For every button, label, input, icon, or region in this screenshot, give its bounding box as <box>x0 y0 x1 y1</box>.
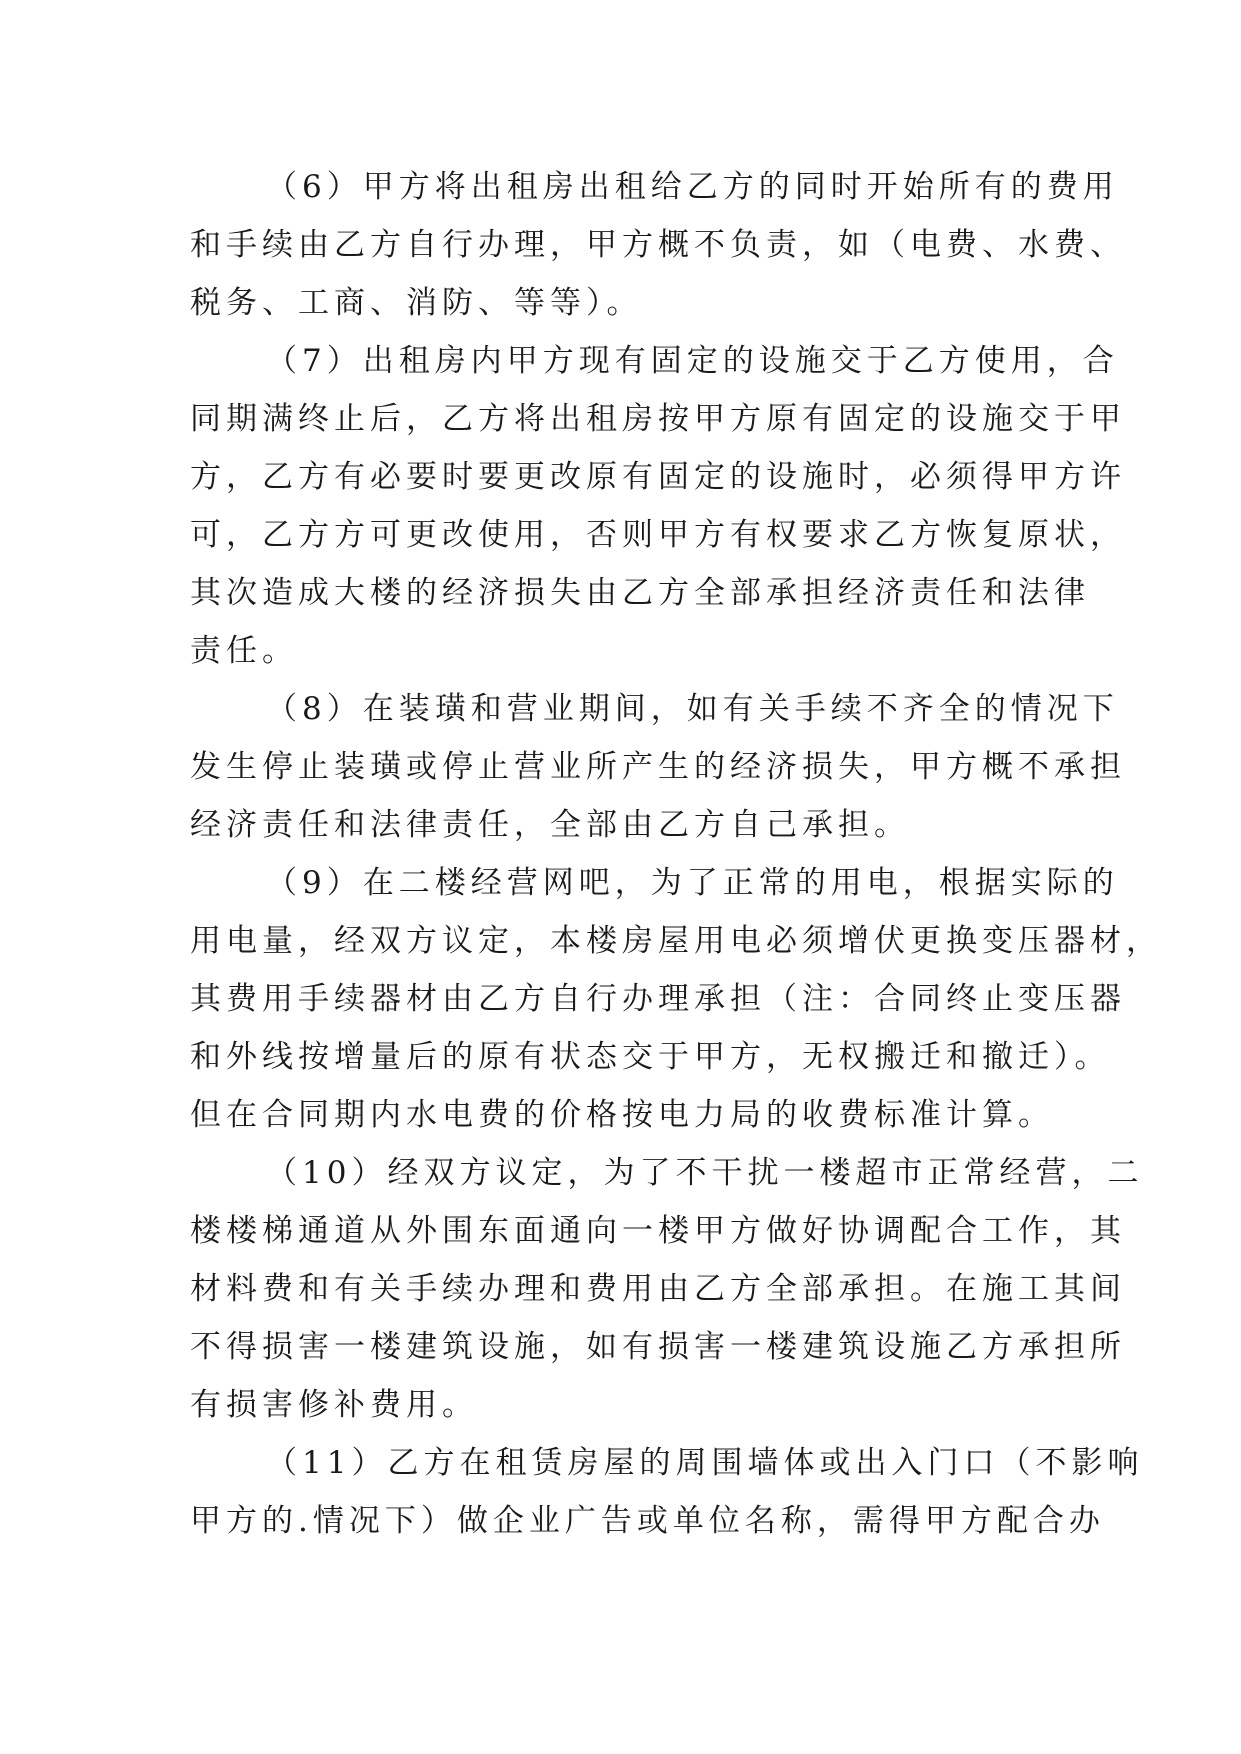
clause-line: （11）乙方在租赁房屋的周围墙体或出入门口（不影响 <box>266 1445 1144 1481</box>
clause-line: 其次造成大楼的经济损失由乙方全部承担经济责任和法律 <box>190 575 1090 611</box>
clause-line: 同期满终止后，乙方将出租房按甲方原有固定的设施交于甲 <box>190 401 1126 437</box>
clause-line: 用电量，经双方议定，本楼房屋用电必须增伏更换变压器材， <box>190 923 1162 959</box>
clause-line: 税务、工商、消防、等等）。 <box>190 285 643 321</box>
clause-line: 楼楼梯通道从外围东面通向一楼甲方做好协调配合工作，其 <box>190 1213 1126 1249</box>
clause-line: （9）在二楼经营网吧，为了正常的用电，根据实际的 <box>266 865 1119 901</box>
clause-line: 经济责任和法律责任，全部由乙方自己承担。 <box>190 807 910 843</box>
clause-9 <box>190 854 1162 1144</box>
clause-line: （7）出租房内甲方现有固定的设施交于乙方使用，合 <box>266 343 1119 379</box>
clause-line: 材料费和有关手续办理和费用由乙方全部承担。在施工其间 <box>190 1271 1126 1307</box>
clause-line: 可，乙方方可更改使用，否则甲方有权要求乙方恢复原状， <box>190 517 1126 553</box>
clause-line: 但在合同期内水电费的价格按电力局的收费标准计算。 <box>190 1097 1054 1133</box>
clause-line: （10）经双方议定，为了不干扰一楼超市正常经营，二 <box>266 1155 1144 1191</box>
clause-6 <box>190 158 1126 332</box>
clause-11 <box>190 1434 1144 1550</box>
clause-line: 其费用手续器材由乙方自行办理承担（注：合同终止变压器 <box>190 981 1126 1017</box>
clause-line: （6）甲方将出租房出租给乙方的同时开始所有的费用 <box>266 169 1119 205</box>
clause-line: 有损害修补费用。 <box>190 1387 478 1423</box>
clause-7 <box>190 332 1126 680</box>
clause-line: 和外线按增量后的原有状态交于甲方，无权搬迁和撤迁）。 <box>190 1039 1111 1075</box>
clause-10 <box>190 1144 1144 1434</box>
clause-line: 发生停止装璜或停止营业所产生的经济损失，甲方概不承担 <box>190 749 1126 785</box>
clause-line: 甲方的.情况下）做企业广告或单位名称，需得甲方配合办 <box>190 1503 1105 1539</box>
clause-line: 责任。 <box>190 633 298 669</box>
clause-line: （8）在装璜和营业期间，如有关手续不齐全的情况下 <box>266 691 1119 727</box>
clause-line: 方，乙方有必要时要更改原有固定的设施时，必须得甲方许 <box>190 459 1126 495</box>
document-body <box>190 158 1162 1550</box>
clause-8 <box>190 680 1126 854</box>
clause-line: 和手续由乙方自行办理，甲方概不负责，如（电费、水费、 <box>190 227 1126 263</box>
clause-line: 不得损害一楼建筑设施，如有损害一楼建筑设施乙方承担所 <box>190 1329 1126 1365</box>
